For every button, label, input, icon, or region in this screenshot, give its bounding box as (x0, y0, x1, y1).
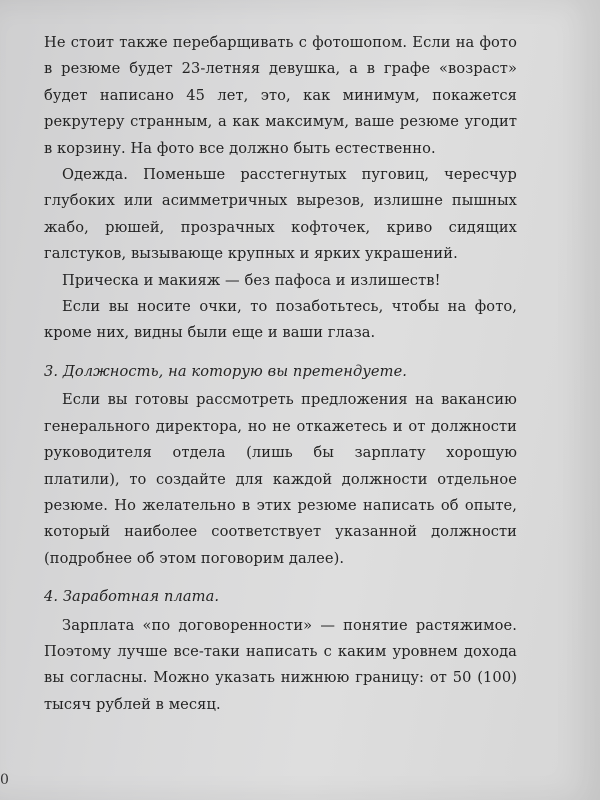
paragraph-position: Если вы готовы рассмотреть предложения на вакансию генерального директора, но не откажетесь и от должности руководителя отдела (лишь бы зарплату хорошую платили), то создайте для каждой должности отдельное резюме. Но желательно в этих резюме написать об опыте, который наиболее соответствует указанной должности (подробнее об этом поговорим далее). (44, 391, 517, 567)
section-heading-position: 3. Должность, на которую вы претендуете. (44, 362, 408, 380)
page-number: 0 (0, 772, 9, 788)
page-text (44, 30, 517, 718)
paragraph-clothing: Одежда. Поменьше расстегнутых пуговиц, чересчур глубоких или асимметричных вырезов, излишне пышных жабо, рюшей, прозрачных кофточек, криво сидящих галстуков, вызывающе крупных и ярких украшений. (44, 166, 517, 263)
paragraph-photoshop: Не стоит также перебарщивать с фотошопом. Если на фото в резюме будет 23-летняя девушка, а в графе «возраст» будет написано 45 лет, это, как минимум, покажется рекрутеру странным, а как максимум, ваше резюме угодит в корзину. На фото все должно быть естественно. (44, 34, 517, 157)
paragraph-glasses: Если вы носите очки, то позаботьтесь, чтобы на фото, кроме них, видны были еще и ваши глаза. (44, 298, 517, 342)
section-heading-salary: 4. Заработная плата. (44, 588, 220, 606)
paragraph-salary: Зарплата «по договоренности» — понятие растяжимое. Поэтому лучше все-таки написать с каким уровнем дохода вы согласны. Можно указать нижнюю границу: от 50 (100) тысяч рублей в месяц. (44, 616, 517, 713)
paragraph-hair-makeup: Прическа и макияж — без пафоса и излишеств! (62, 271, 441, 289)
